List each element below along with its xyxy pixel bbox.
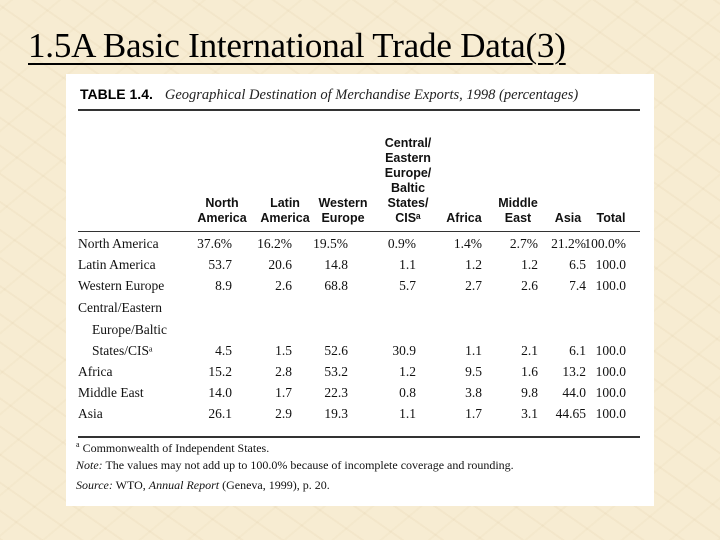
table-cell: 100.0 <box>595 385 626 400</box>
table-cell: 30.9 <box>392 343 416 358</box>
slide-title: 1.5A Basic International Trade Data(3) <box>28 26 566 65</box>
column-header: Africa <box>446 211 482 225</box>
table-cell: 1.2 <box>399 364 416 379</box>
table-cell: 19.3 <box>324 406 348 421</box>
table-cell: 1.1 <box>399 406 416 421</box>
table-cell: 1.2 <box>465 257 482 272</box>
top-rule <box>78 109 640 111</box>
table-cell: 22.3 <box>324 385 348 400</box>
table-cell: 52.6 <box>324 343 348 358</box>
table-cell: 5.7 <box>399 278 416 293</box>
table-cell: 6.1 <box>569 343 586 358</box>
table-cell: 9.8 <box>521 385 538 400</box>
row-label: Asia <box>78 406 103 421</box>
source-title: Annual Report <box>148 478 220 492</box>
column-header: Asia <box>554 211 582 225</box>
table-cell: 100.0 <box>595 364 626 379</box>
table-cell: 4.5 <box>215 343 232 358</box>
column-header: Central/ Eastern Europe/ Baltic States/ CISᵃ <box>384 136 432 225</box>
footnote-a <box>76 440 269 456</box>
footnote-note <box>76 458 514 473</box>
table-cell: 21.2% <box>551 236 586 251</box>
note-label: Note: <box>76 458 103 472</box>
table-cell: 1.2 <box>521 257 538 272</box>
row-label: Middle East <box>78 385 144 400</box>
table-scan <box>66 74 654 506</box>
table-cell: 2.9 <box>275 406 292 421</box>
header-rule <box>78 231 640 232</box>
table-cell: 1.7 <box>275 385 292 400</box>
table-cell: 8.9 <box>215 278 232 293</box>
table-cell: 1.1 <box>399 257 416 272</box>
row-label: Africa <box>78 364 113 379</box>
table-cell: 3.1 <box>521 406 538 421</box>
table-label: TABLE 1.4. <box>80 86 153 102</box>
table-cell: 44.0 <box>562 385 586 400</box>
footnote-a-text: Commonwealth of Independent States. <box>82 441 270 455</box>
table-cell: 1.6 <box>521 364 538 379</box>
row-label: Central/Eastern <box>78 300 162 315</box>
table-cell: 1.7 <box>465 406 482 421</box>
table-cell: 2.6 <box>275 278 292 293</box>
table-cell: 6.5 <box>569 257 586 272</box>
table-cell: 53.2 <box>324 364 348 379</box>
table-cell: 3.8 <box>465 385 482 400</box>
column-header: Middle East <box>498 196 538 225</box>
row-label: North America <box>78 236 159 251</box>
table-cell: 2.8 <box>275 364 292 379</box>
column-header: Western Europe <box>318 196 368 225</box>
table-cell: 1.4% <box>453 236 482 251</box>
note-text: The values may not add up to 100.0% because of incomplete coverage and rounding. <box>105 458 514 472</box>
table-cell: 2.7% <box>509 236 538 251</box>
source-label: Source: <box>76 478 113 492</box>
column-header: Total <box>596 211 626 225</box>
footnote-mark: a <box>76 440 80 449</box>
table-cell: 20.6 <box>268 257 292 272</box>
footnote-source <box>76 478 330 493</box>
table-cell: 44.65 <box>555 406 586 421</box>
row-label: Europe/Baltic <box>92 322 167 337</box>
table-cell: 13.2 <box>562 364 586 379</box>
table-cell: 0.9% <box>387 236 416 251</box>
table-cell: 1.1 <box>465 343 482 358</box>
column-header: Latin America <box>260 196 310 225</box>
table-cell: 14.0 <box>208 385 232 400</box>
table-cell: 2.1 <box>521 343 538 358</box>
bottom-rule <box>78 436 640 438</box>
table-cell: 7.4 <box>569 278 586 293</box>
table-cell: 100.0 <box>595 278 626 293</box>
table-cell: 100.0 <box>595 257 626 272</box>
table-cell: 2.7 <box>465 278 482 293</box>
table-cell: 16.2% <box>257 236 292 251</box>
row-label: States/CISᵃ <box>92 343 153 358</box>
table-cell: 14.8 <box>324 257 348 272</box>
table-title: Geographical Destination of Merchandise Exports, 1998 (percentages) <box>164 87 579 103</box>
source-rest: (Geneva, 1999), p. 20. <box>222 478 330 492</box>
source-org: WTO, <box>115 478 146 492</box>
table-cell: 15.2 <box>208 364 232 379</box>
row-label: Western Europe <box>78 278 165 293</box>
table-cell: 2.6 <box>521 278 538 293</box>
row-label: Latin America <box>78 257 156 272</box>
column-header: North America <box>197 196 247 225</box>
table-cell: 19.5% <box>313 236 348 251</box>
table-cell: 0.8 <box>399 385 416 400</box>
table-cell: 100.0% <box>584 236 626 251</box>
table-cell: 9.5 <box>465 364 482 379</box>
table-cell: 68.8 <box>324 278 348 293</box>
table-cell: 26.1 <box>208 406 232 421</box>
table-cell: 1.5 <box>275 343 292 358</box>
table-cell: 100.0 <box>595 406 626 421</box>
table-cell: 53.7 <box>208 257 232 272</box>
table-cell: 100.0 <box>595 343 626 358</box>
table-caption <box>80 86 578 104</box>
table-cell: 37.6% <box>197 236 232 251</box>
